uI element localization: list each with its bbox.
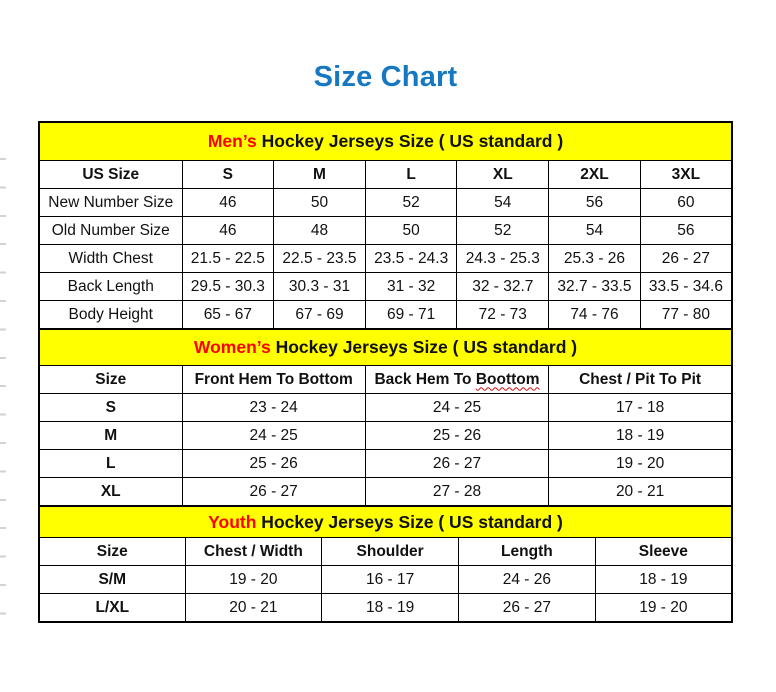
column-header: US Size xyxy=(39,161,182,189)
table-row xyxy=(39,217,732,245)
cell-value: 23.5 - 24.3 xyxy=(365,245,457,273)
cell-value: 19 - 20 xyxy=(595,594,732,623)
cell-value: 27 - 28 xyxy=(365,478,548,507)
column-header: XL xyxy=(457,161,549,189)
column-header: S xyxy=(182,161,274,189)
youth-section-header-row xyxy=(39,506,732,538)
womens-column-header-row xyxy=(39,366,732,394)
cell-value: 19 - 20 xyxy=(185,566,322,594)
row-label: S xyxy=(39,394,182,422)
mens-section-header-row xyxy=(39,122,732,161)
mens-section-highlight: Men’s xyxy=(207,131,257,151)
column-header: 2XL xyxy=(549,161,641,189)
table-row xyxy=(39,245,732,273)
cell-value: 32 - 32.7 xyxy=(457,273,549,301)
cell-value: 25 - 26 xyxy=(365,422,548,450)
womens-section-header-row xyxy=(39,329,732,366)
cell-value: 60 xyxy=(640,189,732,217)
row-label: S/M xyxy=(39,566,185,594)
table-row xyxy=(39,301,732,330)
cell-value: 24 - 25 xyxy=(182,422,365,450)
column-header: Size xyxy=(39,538,185,566)
cell-value: 48 xyxy=(274,217,366,245)
left-edge-gridline-artifacts xyxy=(0,158,6,630)
cell-value: 22.5 - 23.5 xyxy=(274,245,366,273)
cell-value: 24 - 25 xyxy=(365,394,548,422)
row-label: Back Length xyxy=(39,273,182,301)
cell-value: 26 - 27 xyxy=(459,594,596,623)
cell-value: 46 xyxy=(182,217,274,245)
cell-value: 17 - 18 xyxy=(549,394,732,422)
cell-value: 56 xyxy=(640,217,732,245)
womens-section-highlight: Women’s xyxy=(193,337,271,357)
column-header: Chest / Pit To Pit xyxy=(549,366,732,394)
cell-value: 19 - 20 xyxy=(549,450,732,478)
column-header: Length xyxy=(459,538,596,566)
table-row xyxy=(39,450,732,478)
cell-value: 20 - 21 xyxy=(185,594,322,623)
cell-value: 29.5 - 30.3 xyxy=(182,273,274,301)
row-label: New Number Size xyxy=(39,189,182,217)
cell-value: 31 - 32 xyxy=(365,273,457,301)
youth-size-table xyxy=(38,505,733,623)
cell-value: 74 - 76 xyxy=(549,301,641,330)
cell-value: 24 - 26 xyxy=(459,566,596,594)
row-label: XL xyxy=(39,478,182,507)
page-title: Size Chart xyxy=(313,61,458,93)
mens-column-header-row xyxy=(39,161,732,189)
cell-value: 32.7 - 33.5 xyxy=(549,273,641,301)
cell-value: 20 - 21 xyxy=(549,478,732,507)
cell-value: 26 - 27 xyxy=(640,245,732,273)
cell-value: 52 xyxy=(365,189,457,217)
cell-value: 56 xyxy=(549,189,641,217)
cell-value: 33.5 - 34.6 xyxy=(640,273,732,301)
column-header: M xyxy=(274,161,366,189)
row-label: Width Chest xyxy=(39,245,182,273)
cell-value: 25 - 26 xyxy=(182,450,365,478)
cell-value: 46 xyxy=(182,189,274,217)
row-label: L/XL xyxy=(39,594,185,623)
cell-value: 69 - 71 xyxy=(365,301,457,330)
column-header: L xyxy=(365,161,457,189)
column-header-text: Back Hem To xyxy=(374,370,476,388)
table-row xyxy=(39,189,732,217)
cell-value: 50 xyxy=(274,189,366,217)
cell-value: 54 xyxy=(549,217,641,245)
youth-section-title-text: Hockey Jerseys Size ( US standard ) xyxy=(256,511,563,532)
cell-value: 23 - 24 xyxy=(182,394,365,422)
column-header xyxy=(365,366,548,394)
table-row xyxy=(39,422,732,450)
misspelled-word: Boottom xyxy=(475,370,540,388)
cell-value: 25.3 - 26 xyxy=(549,245,641,273)
cell-value: 24.3 - 25.3 xyxy=(457,245,549,273)
cell-value: 26 - 27 xyxy=(182,478,365,507)
cell-value: 30.3 - 31 xyxy=(274,273,366,301)
row-label: M xyxy=(39,422,182,450)
cell-value: 67 - 69 xyxy=(274,301,366,330)
size-tables-container xyxy=(38,121,733,623)
column-header: Chest / Width xyxy=(185,538,322,566)
column-header: 3XL xyxy=(640,161,732,189)
cell-value: 18 - 19 xyxy=(322,594,459,623)
table-row xyxy=(39,566,732,594)
cell-value: 52 xyxy=(457,217,549,245)
cell-value: 50 xyxy=(365,217,457,245)
row-label: Old Number Size xyxy=(39,217,182,245)
cell-value: 26 - 27 xyxy=(365,450,548,478)
table-row xyxy=(39,594,732,623)
womens-section-title-text: Hockey Jerseys Size ( US standard ) xyxy=(270,337,578,357)
mens-section-header xyxy=(39,122,732,161)
cell-value: 54 xyxy=(457,189,549,217)
youth-section-header xyxy=(39,506,732,538)
table-row xyxy=(39,478,732,507)
row-label: L xyxy=(39,450,182,478)
table-row xyxy=(39,273,732,301)
cell-value: 65 - 67 xyxy=(182,301,274,330)
mens-section-title-text: Hockey Jerseys Size ( US standard ) xyxy=(256,131,564,151)
cell-value: 18 - 19 xyxy=(595,566,732,594)
column-header: Size xyxy=(39,366,182,394)
column-header: Front Hem To Bottom xyxy=(182,366,365,394)
column-header: Sleeve xyxy=(595,538,732,566)
column-header: Shoulder xyxy=(322,538,459,566)
table-row xyxy=(39,394,732,422)
cell-value: 77 - 80 xyxy=(640,301,732,330)
womens-section-header xyxy=(39,329,732,366)
mens-size-table xyxy=(38,121,733,330)
cell-value: 21.5 - 22.5 xyxy=(182,245,274,273)
youth-column-header-row xyxy=(39,538,732,566)
cell-value: 72 - 73 xyxy=(457,301,549,330)
cell-value: 18 - 19 xyxy=(549,422,732,450)
row-label: Body Height xyxy=(39,301,182,330)
cell-value: 16 - 17 xyxy=(322,566,459,594)
womens-size-table xyxy=(38,328,733,507)
youth-section-highlight: Youth xyxy=(208,511,257,532)
